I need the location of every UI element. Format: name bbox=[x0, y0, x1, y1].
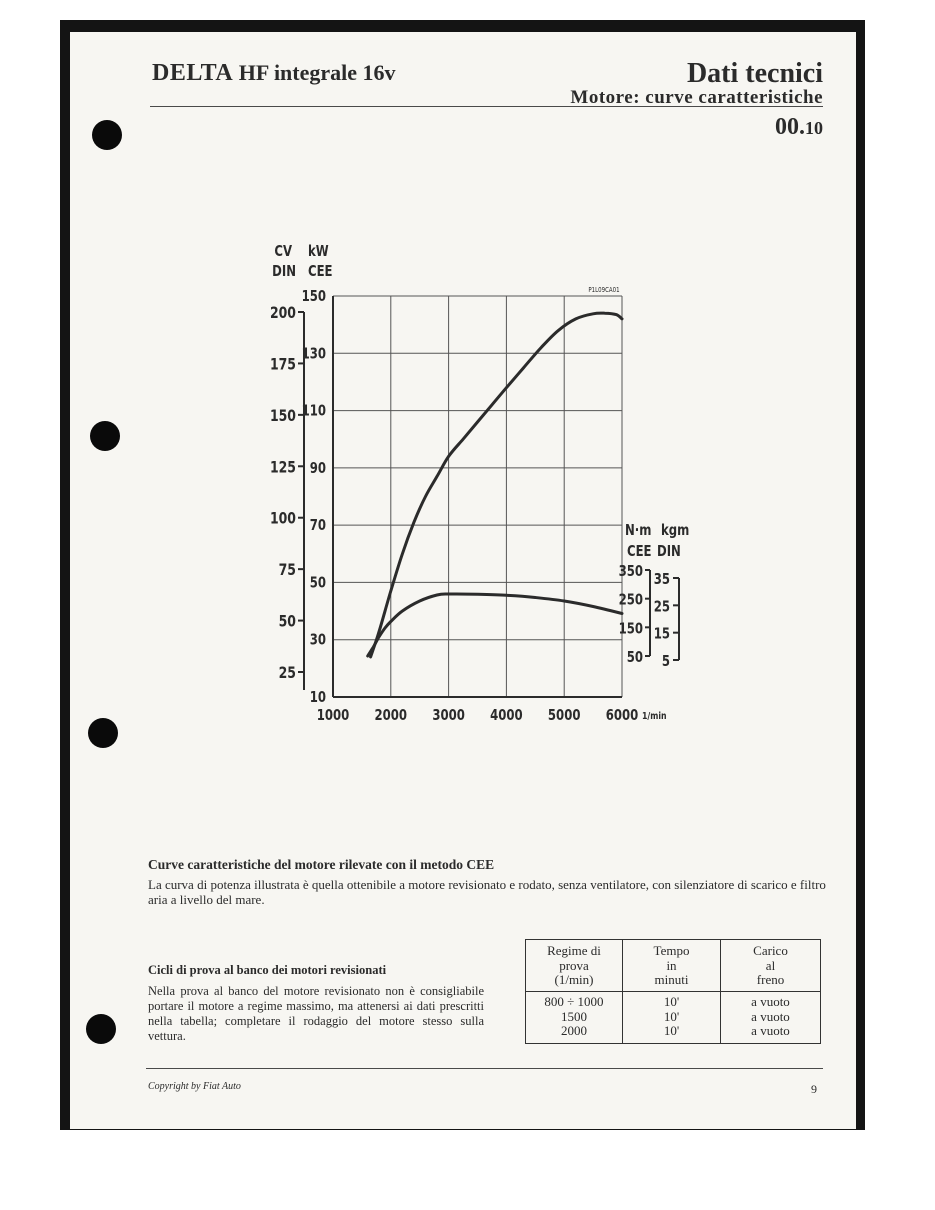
kw-tick-label: 30 bbox=[309, 632, 326, 650]
code-sub: 10 bbox=[805, 118, 823, 138]
kgm-tick-label: 25 bbox=[653, 599, 670, 616]
page-number: 9 bbox=[811, 1082, 817, 1096]
section-subtitle: Motore: curve caratteristiche bbox=[570, 87, 823, 108]
model-main: DELTA bbox=[152, 60, 234, 86]
x-tick-label: 4000 bbox=[490, 707, 523, 725]
table-header: Tempo in minuti bbox=[653, 943, 690, 987]
kw-tick-label: 50 bbox=[309, 575, 326, 592]
model-rest: HF integrale 16v bbox=[238, 60, 396, 85]
x-tick-label: 1000 bbox=[316, 707, 350, 725]
nm-tick-label: 250 bbox=[618, 592, 643, 610]
cv-standard-label: DIN bbox=[272, 263, 296, 281]
cv-tick-label: 75 bbox=[278, 561, 296, 580]
kw-tick-label: 70 bbox=[309, 517, 326, 535]
x-tick-label: 6000 bbox=[605, 707, 639, 725]
table-cells: a vuoto a vuoto a vuoto bbox=[751, 994, 790, 1038]
nm-standard-label: CEE bbox=[626, 543, 652, 561]
cv-tick-label: 125 bbox=[269, 458, 296, 477]
cv-tick-label: 100 bbox=[269, 510, 296, 529]
kw-standard-label: CEE bbox=[308, 263, 333, 281]
kgm-tick-label: 35 bbox=[653, 571, 670, 589]
kw-tick-label: 90 bbox=[309, 460, 326, 478]
x-tick-label: 3000 bbox=[432, 707, 465, 725]
drawing-code: P1L09CA01 bbox=[588, 286, 620, 295]
torque-curve bbox=[368, 594, 622, 656]
kw-unit-label: kW bbox=[308, 243, 329, 261]
cv-tick-label: 175 bbox=[269, 356, 296, 374]
cicli-text: Nella prova al banco del motore revisionato non è consigliabile portare il motore a regime massimo, ma attenersi ai dati prescritti nella tabella; completare il rodaggio del motore stesso sulla vettura. bbox=[148, 984, 484, 1043]
section-title: Dati tecnici bbox=[686, 58, 823, 89]
nm-tick-label: 150 bbox=[618, 621, 643, 638]
nm-unit-label: N·m bbox=[625, 522, 652, 540]
test-cycle-table bbox=[525, 939, 821, 1044]
kgm-unit-label: kgm bbox=[661, 522, 690, 540]
cv-tick-label: 25 bbox=[278, 664, 296, 683]
copyright: Copyright by Fiat Auto bbox=[148, 1081, 241, 1092]
kw-tick-label: 110 bbox=[301, 403, 326, 421]
caption-heading: Curve caratteristiche del motore rilevate con il metodo CEE bbox=[148, 857, 495, 872]
table-header: Regime di prova (1/min) bbox=[547, 943, 601, 987]
kgm-tick-label: 15 bbox=[653, 626, 670, 644]
table-header: Carico al freno bbox=[753, 943, 788, 987]
nm-tick-label: 350 bbox=[618, 563, 643, 581]
footer-rule bbox=[146, 1068, 823, 1069]
x-tick-label: 2000 bbox=[374, 707, 408, 725]
table-header-rule bbox=[526, 991, 820, 992]
table-cells: 10' 10' 10' bbox=[663, 994, 680, 1038]
code-main: 00. bbox=[775, 114, 805, 140]
kw-tick-label: 130 bbox=[301, 346, 326, 363]
kw-tick-label: 150 bbox=[301, 288, 326, 306]
cv-tick-label: 200 bbox=[269, 304, 296, 323]
nm-tick-label: 50 bbox=[626, 649, 643, 667]
x-tick-label: 5000 bbox=[547, 707, 581, 725]
kgm-standard-label: DIN bbox=[657, 543, 681, 561]
caption-text: La curva di potenza illustrata è quella ottenibile a motore revisionato e rodato, senza ventilatore, con silenziatore di scarico e filtro aria a livello del mare. bbox=[148, 877, 826, 907]
cicli-heading: Cicli di prova al banco dei motori revisionati bbox=[148, 963, 387, 977]
kw-tick-label: 10 bbox=[309, 689, 326, 707]
table-cells: 800 ÷ 1000 1500 2000 bbox=[544, 994, 604, 1038]
cv-unit-label: CV bbox=[274, 243, 292, 261]
cv-tick-label: 50 bbox=[278, 613, 296, 632]
cv-tick-label: 150 bbox=[269, 407, 296, 426]
x-axis-label: 1/min bbox=[642, 711, 667, 723]
kgm-tick-label: 5 bbox=[661, 653, 670, 671]
